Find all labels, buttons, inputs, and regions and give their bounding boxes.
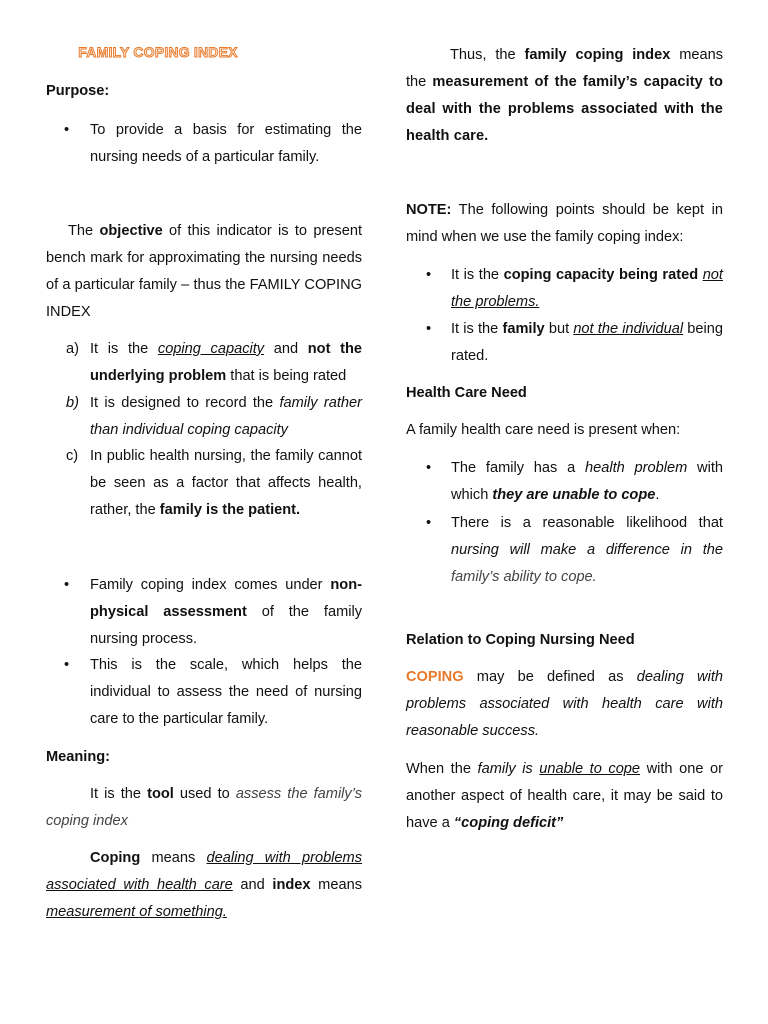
list-marker-c: c) <box>66 448 79 464</box>
list-marker-a: a) <box>66 341 79 357</box>
note-paragraph: NOTE: The following points should be kept in mind when we use the family coping index: <box>406 202 723 245</box>
relation-paragraph-1: COPING may be defined as dealing with problems associated with health care with reasonable success. <box>406 669 724 739</box>
list-item-b: It is designed to record the family rather than individual coping capacity <box>90 395 362 438</box>
page-title: FAMILY COPING INDEX <box>78 44 238 60</box>
purpose-heading: Purpose: <box>46 83 110 99</box>
list-marker-b: b) <box>66 395 79 411</box>
meaning-paragraph-1: It is the tool used to assess the family’s coping index <box>46 786 363 829</box>
bullet-dot-icon: • <box>426 267 432 283</box>
health-care-need-heading: Health Care Need <box>406 385 527 401</box>
note-bullet-1: It is the coping capacity being rated not the problems. <box>451 267 723 310</box>
list-item-a: It is the coping capacity and not the underlying problem that is being rated <box>90 341 362 384</box>
bullet-dot-icon: • <box>426 321 432 337</box>
health-care-need-intro: A family health care need is present when: <box>406 422 681 438</box>
relation-heading: Relation to Coping Nursing Need <box>406 632 635 648</box>
meaning-paragraph-2: Coping means dealing with problems associated with health care and index means measurement of something. <box>46 850 362 920</box>
note-bullet-2: It is the family but not the individual being rated. <box>451 321 723 364</box>
objective-paragraph: The objective of this indicator is to present bench mark for approximating the nursing needs of a particular family – thus the FAMILY COPING INDEX <box>46 223 363 320</box>
purpose-bullet: To provide a basis for estimating the nursing needs of a particular family. <box>90 122 362 165</box>
thus-paragraph: Thus, the family coping index means the measurement of the family’s capacity to deal with the problems associated with the health care. <box>406 47 724 144</box>
bullet-dot-icon: • <box>426 515 432 531</box>
meaning-heading: Meaning: <box>46 749 111 765</box>
list-item-c: In public health nursing, the family cannot be seen as a factor that affects health, rather, the family is the patient. <box>90 448 362 518</box>
bullet-dot-icon: • <box>64 577 70 593</box>
bullet-dot-icon: • <box>426 460 432 476</box>
bullet-dot-icon: • <box>64 657 70 673</box>
need-bullet-1: The family has a health problem with which they are unable to cope. <box>451 460 723 503</box>
bullet-nonphysical: Family coping index comes under non-physical assessment of the family nursing process. <box>90 577 363 647</box>
bullet-dot-icon: • <box>64 122 70 138</box>
relation-paragraph-2: When the family is unable to cope with one or another aspect of health care, it may be said to have a “coping deficit” <box>406 761 723 831</box>
need-bullet-2: There is a reasonable likelihood that nursing will make a difference in the family’s ability to cope. <box>451 515 723 585</box>
bullet-scale: This is the scale, which helps the individual to assess the need of nursing care to the particular family. <box>90 657 362 727</box>
